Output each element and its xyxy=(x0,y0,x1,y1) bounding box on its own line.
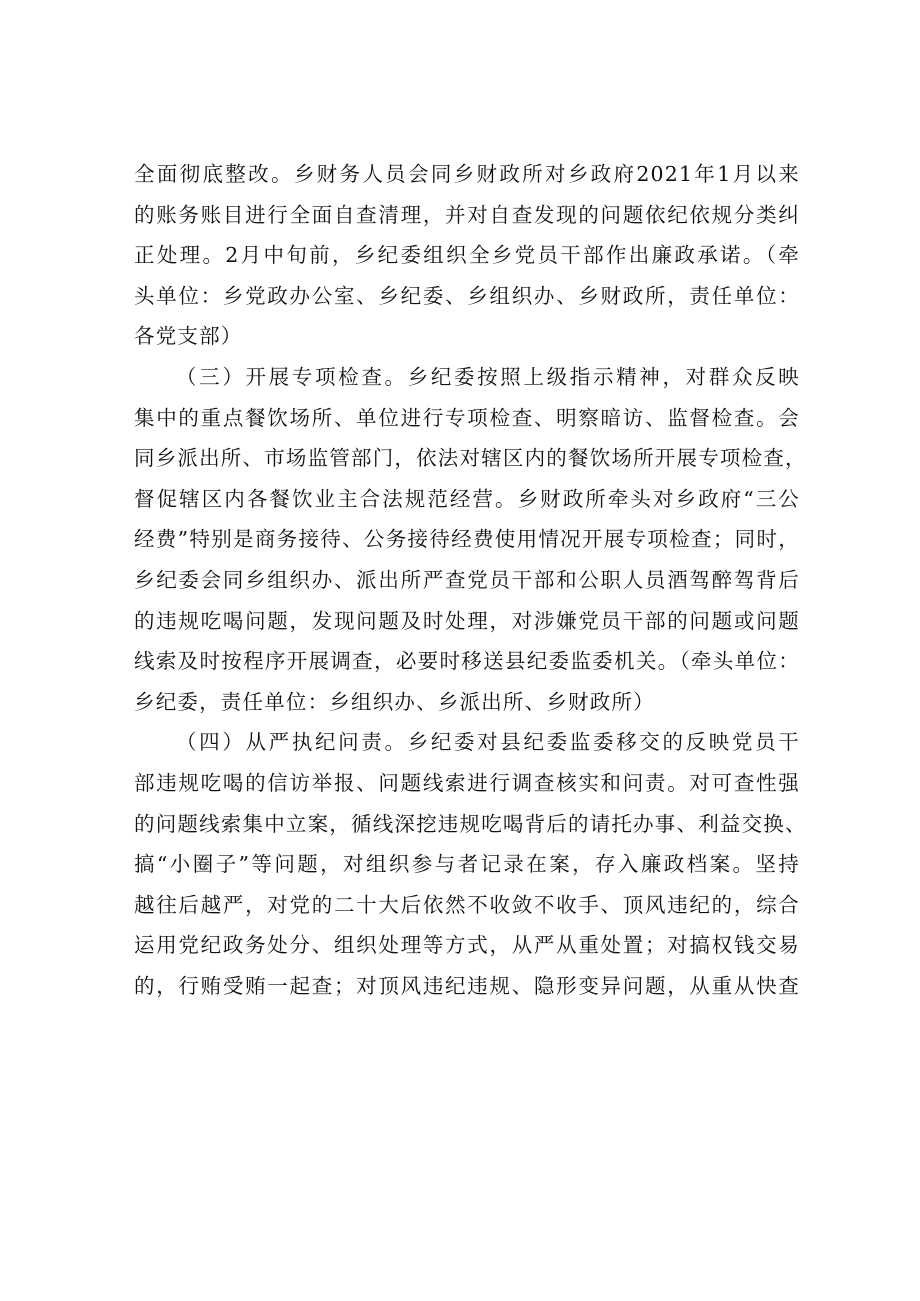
text-line: 运用党纪政务处分、组织处理等方式，从严从重处置；对搞权钱交易 xyxy=(134,933,800,958)
text-line: 越往后越严，对党的二十大后依然不收敛不收手、顶风违纪的，综合 xyxy=(134,892,800,917)
text-line: 线索及时按程序开展调查，必要时移送县纪委监委机关。（牵头单位： xyxy=(134,649,800,674)
text-line: 全面彻底整改。乡财务人员会同乡财政所对乡政府2021年1月以来 xyxy=(134,162,800,186)
text-line: 搞“小圈子”等问题，对组织参与者记录在案，存入廉政档案。坚持 xyxy=(134,852,800,877)
paragraph-first-line: （四）从严执纪问责。乡纪委对县纪委监委移交的反映党员干 xyxy=(176,730,800,755)
text-line: 的，行贿受贿一起查；对顶风违纪违规、隐形变异问题，从重从快查 xyxy=(134,973,800,998)
text-line: 乡纪委，责任单位：乡组织办、乡派出所、乡财政所） xyxy=(134,689,655,714)
text-line: 正处理。2月中旬前，乡纪委组织全乡党员干部作出廉政承诺。（牵 xyxy=(134,243,800,268)
text-line: 乡纪委会同乡组织办、派出所严查党员干部和公职人员酒驾醉驾背后 xyxy=(134,567,800,592)
text-line: 的违规吃喝问题，发现问题及时处理，对涉嫌党员干部的问题或问题 xyxy=(134,608,800,633)
text-line: 的账务账目进行全面自查清理，并对自查发现的问题依纪依规分类纠 xyxy=(134,202,800,227)
text-line: 各党支部） xyxy=(134,324,243,349)
text-line: 头单位：乡党政办公室、乡纪委、乡组织办、乡财政所，责任单位： xyxy=(134,283,800,308)
text-line: 督促辖区内各餐饮业主合法规范经营。乡财政所牵头对乡政府“三公 xyxy=(134,486,800,511)
text-line: 的问题线索集中立案，循线深挖违规吃喝背后的请托办事、利益交换、 xyxy=(134,811,807,836)
document-body xyxy=(134,154,807,1006)
text-line: 经费”特别是商务接待、公务接待经费使用情况开展专项检查；同时， xyxy=(134,527,800,552)
text-line: 集中的重点餐饮场所、单位进行专项检查、明察暗访、监督检查。会 xyxy=(134,405,800,430)
text-line: 部违规吃喝的信访举报、问题线索进行调查核实和问责。对可查性强 xyxy=(134,770,800,795)
paragraph-first-line: （三）开展专项检查。乡纪委按照上级指示精神，对群众反映 xyxy=(176,364,800,389)
text-line: 同乡派出所、市场监管部门，依法对辖区内的餐饮场所开展专项检查， xyxy=(134,446,807,471)
